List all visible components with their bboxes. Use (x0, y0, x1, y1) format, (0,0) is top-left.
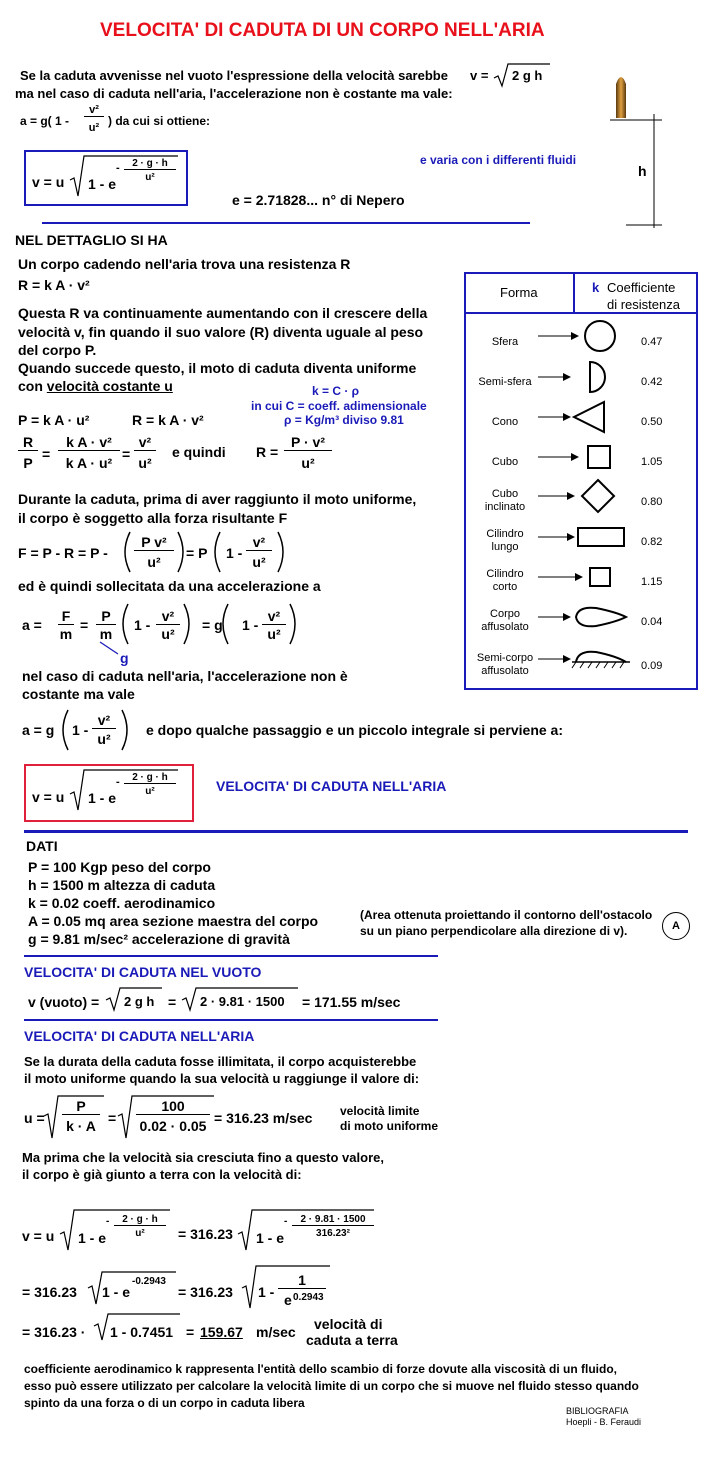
s3-lhs: = 316.23 · (22, 1324, 86, 1340)
footer-l1: coefficiente aerodinamico k rappresenta l'entità dello scambio di forze dovute alla viscosità di un fluido, (24, 1362, 617, 1376)
table-row-k-value: 0.42 (641, 376, 663, 388)
u-num2: 100 (136, 1098, 210, 1115)
p-equation: P = k A · u² (18, 412, 90, 428)
k-equation: k = C · ρ (312, 384, 360, 398)
v-exp-num: 2 · g · h (114, 1214, 166, 1226)
s2-inner: 1 - e (102, 1284, 131, 1300)
f-equation: F = P - R = P - (18, 545, 108, 561)
a-vn2: v² (262, 608, 286, 625)
eq-sign: = (122, 446, 131, 462)
dettaglio-p3b: il corpo è soggetto alla forza risultante F (18, 510, 288, 526)
table-row-shape-name: Semi-corpo affusolato (476, 652, 534, 677)
v-vacuum-rad: 2 g h (512, 68, 543, 83)
f-num: P v² (134, 534, 174, 551)
cube-icon (588, 446, 610, 468)
v-vacuum-lhs: v = (470, 68, 489, 83)
table-col-resistenza: di resistenza (607, 297, 680, 312)
a-eq: = (80, 617, 89, 633)
a2-den: u² (97, 731, 111, 747)
dettaglio-p3a: Durante la caduta, prima di aver raggiunto il moto uniforme, (18, 491, 417, 507)
dettaglio-p2a: Questa R va continuamente aumentando con il crescere della (18, 305, 428, 321)
euler-note: e = 2.71828... n° di Nepero (232, 192, 405, 208)
divider (24, 1019, 438, 1021)
main-formula-inner: 1 - e (88, 176, 117, 192)
table-row-k-value: 0.47 (641, 336, 663, 348)
rp-eq: = (42, 446, 51, 462)
a-pd: m (99, 626, 113, 642)
vuoto-heading: VELOCITA' DI CADUTA NEL VUOTO (24, 964, 262, 980)
v-exp-den2: 316.23² (316, 1228, 350, 1239)
table-row-k-value: 0.09 (641, 660, 663, 672)
a-in: 1 - (134, 617, 151, 633)
s3-result: 159.67 (200, 1324, 243, 1340)
final-label: VELOCITA' DI CADUTA NELL'ARIA (216, 778, 447, 794)
f-num2: v² (246, 534, 272, 551)
table-row-shape-name: Cilindro lungo (486, 528, 524, 553)
table-row-shape-name: Sfera (491, 336, 519, 348)
main-formula-exp-den: u² (145, 172, 155, 183)
v-inner2: 1 - e (256, 1230, 285, 1246)
dettaglio-p2d: Quando succede questo, il moto di caduta diventa uniforme (18, 360, 417, 376)
f-eq2: = P (186, 545, 208, 561)
f-den: u² (147, 554, 161, 570)
area-circle: A (662, 912, 690, 940)
area-note2: su un piano perpendicolare alla direzione di v). (360, 924, 628, 938)
hemisphere-icon (590, 362, 605, 392)
r-equation: R = k A · v² (18, 277, 90, 293)
u-eq: = (108, 1110, 117, 1126)
dati-heading: DATI (26, 838, 58, 854)
dettaglio-p2e-u: velocità costante u (46, 378, 173, 394)
s2-lhs: = 316.23 (22, 1284, 77, 1300)
dettaglio-p1: Un corpo cadendo nell'aria trova una resistenza R (18, 256, 351, 272)
final-formula-exp-minus: - (116, 776, 120, 788)
a-fd: m (59, 626, 73, 642)
v-exp-den: u² (135, 1228, 145, 1239)
a-fn: F (58, 608, 74, 625)
dati-l2: h = 1500 m altezza di caduta (28, 877, 216, 893)
vuoto-lhs: v (vuoto) = (28, 994, 100, 1010)
aria-p1b: il moto uniforme quando la sua velocità u raggiunge il valore di: (24, 1071, 420, 1086)
kav-num: k A · v² (58, 434, 120, 451)
s3-inner: 1 - 0.7451 (110, 1324, 174, 1340)
r-equation-2: R = k A · v² (132, 412, 204, 428)
s2-den-exp: 0.2943 (293, 1292, 324, 1303)
f-den2: u² (252, 554, 266, 570)
dettaglio-p2c: del corpo P. (18, 342, 97, 358)
accel-num: v² (84, 104, 104, 117)
vu-num: v² (134, 434, 156, 451)
vuoto-rad1: 2 g h (124, 994, 155, 1009)
dettaglio-p6: e dopo qualche passaggio e un piccolo integrale si perviene a: (146, 722, 563, 738)
height-label: h (638, 163, 647, 179)
v-exp-num2: 2 · 9.81 · 1500 (292, 1214, 374, 1226)
pv-den: u² (301, 455, 315, 471)
a2-in: 1 - (72, 722, 89, 738)
table-col-coeff: Coefficiente (607, 280, 676, 295)
v-eq: = 316.23 (178, 1226, 233, 1242)
s2-exp: -0.2943 (132, 1276, 166, 1287)
accel-suffix: ) da cui si ottiene: (108, 114, 211, 128)
dati-l5: g = 9.81 m/sec² accelerazione di gravità (28, 931, 290, 947)
a2-num: v² (92, 712, 116, 729)
main-formula-lhs: v = u (32, 174, 65, 190)
half-streamlined-icon (572, 652, 630, 668)
dettaglio-p5a: nel caso di caduta nell'aria, l'accelerazione non è (22, 668, 348, 684)
area-note1: (Area ottenuta proiettando il contorno dell'ostacolo (360, 908, 653, 922)
a-lhs: a = (22, 617, 42, 633)
height-marker-icon (596, 110, 666, 230)
main-formula-exp-num: 2 · g · h (124, 158, 176, 170)
e-quindi: e quindi (172, 444, 226, 460)
short-cylinder-icon (590, 568, 610, 586)
table-row-k-value: 1.15 (641, 576, 663, 588)
vu-den: u² (138, 455, 152, 471)
u-note1: velocità limite (340, 1104, 420, 1118)
a-ud2: u² (267, 626, 281, 642)
intro-line2: ma nel caso di caduta nell'aria, l'accelerazione non è costante ma vale: (15, 86, 453, 101)
a-in2: 1 - (242, 617, 259, 633)
a2-lhs: a = g (22, 722, 55, 738)
aria-p2a: Ma prima che la velocità sia cresciuta fino a questo valore, (22, 1150, 384, 1165)
rp-num: R (18, 434, 38, 451)
dati-l4: A = 0.05 mq area sezione maestra del corpo (28, 913, 319, 929)
rp-den: P (23, 455, 33, 471)
footer-l3: spinto da una forza o di un corpo in caduta libera (24, 1396, 305, 1410)
table-row-k-value: 0.80 (641, 496, 663, 508)
k-note2: ρ = Kg/m³ diviso 9.81 (284, 413, 404, 427)
table-row-shape-name: Corpo affusolato (481, 608, 529, 633)
dettaglio-p2b: velocità v, fin quando il suo valore (R) diventa uguale al peso (18, 324, 424, 340)
shapes-svg (466, 314, 694, 684)
intro-line1: Se la caduta avvenisse nel vuoto l'espressione della velocità sarebbe (20, 68, 448, 83)
dettaglio-p2e-pre: con (18, 378, 47, 394)
biblio1: BIBLIOGRAFIA (566, 1406, 629, 1416)
long-cylinder-icon (578, 528, 624, 546)
v-inner: 1 - e (78, 1230, 107, 1246)
dettaglio-p5b: costante ma vale (22, 686, 135, 702)
a-ud: u² (161, 626, 175, 642)
aria-p2b: il corpo è già giunto a terra con la velocità di: (22, 1167, 302, 1182)
table-row-shape-name: Cono (491, 416, 519, 428)
g-label: g (120, 650, 129, 666)
table-row-shape-name: Semi-sfera (478, 376, 532, 388)
final-formula-inner: 1 - e (88, 790, 117, 806)
tilted-cube-icon (582, 480, 614, 512)
streamlined-body-icon (576, 608, 626, 627)
f-in: 1 - (226, 545, 243, 561)
sphere-icon (585, 321, 615, 351)
v-lhs: v = u (22, 1228, 55, 1244)
s3-note2: caduta a terra (306, 1332, 398, 1348)
s3-note1: velocità di (314, 1316, 383, 1332)
accel-den: u² (88, 122, 100, 134)
final-formula-exp-den: u² (145, 786, 155, 797)
vuoto-result: = 171.55 m/sec (302, 994, 401, 1010)
u-den: k · A (66, 1118, 96, 1134)
k-note1: in cui C = coeff. adimensionale (251, 399, 427, 413)
s2-den: e (284, 1292, 292, 1308)
cone-icon (574, 402, 604, 432)
a-vn: v² (156, 608, 180, 625)
table-row-shape-name: Cilindro corto (486, 568, 524, 593)
vuoto-eq: = (168, 994, 177, 1010)
table-row-k-value: 0.04 (641, 616, 663, 628)
main-formula-exp-minus: - (116, 162, 120, 174)
s3-unit: m/sec (256, 1324, 296, 1340)
s3-eq: = (186, 1324, 195, 1340)
s2-eq: = 316.23 (178, 1284, 233, 1300)
dati-l1: P = 100 Kgp peso del corpo (28, 859, 211, 875)
final-formula-lhs: v = u (32, 789, 65, 805)
table-col-forma: Forma (500, 285, 538, 300)
pv-num: P · v² (284, 434, 332, 451)
a-pn: P (96, 608, 116, 625)
u-note2: di moto uniforme (340, 1119, 438, 1133)
s2-num: 1 (278, 1272, 326, 1289)
aria-p1a: Se la durata della caduta fosse illimitata, il corpo acquisterebbe (24, 1054, 417, 1069)
divider (24, 830, 688, 833)
footer-l2: esso può essere utilizzato per calcolare la velocità limite di un corpo che si muove nel fluido stesso quando (24, 1379, 639, 1393)
table-row-k-value: 0.50 (641, 416, 663, 428)
varia-note: e varia con i differenti fluidi (420, 153, 577, 167)
table-divider (573, 274, 575, 312)
u-num: P (62, 1098, 100, 1115)
dati-l3: k = 0.02 coeff. aerodinamico (28, 895, 216, 911)
accel-prefix: a = g( 1 - (20, 114, 70, 128)
table-col-k: k (592, 280, 600, 295)
s2-inner2: 1 - (258, 1284, 275, 1300)
kau-den: k A · u² (65, 455, 113, 471)
r2-lhs: R = (256, 444, 279, 460)
divider (24, 955, 438, 957)
aria-heading: VELOCITA' DI CADUTA NELL'ARIA (24, 1028, 255, 1044)
u-lhs: u = (24, 1110, 45, 1126)
final-formula-exp-num: 2 · g · h (124, 772, 176, 784)
dettaglio-p4: ed è quindi sollecitata da una accelerazione a (18, 578, 321, 594)
table-row-k-value: 0.82 (641, 536, 663, 548)
page-title: VELOCITA' DI CADUTA DI UN CORPO NELL'ARIA (100, 20, 545, 41)
table-row-shape-name: Cubo (491, 456, 519, 468)
u-result: = 316.23 m/sec (214, 1110, 313, 1126)
dettaglio-heading: NEL DETTAGLIO SI HA (15, 232, 168, 248)
table-row-k-value: 1.05 (641, 456, 663, 468)
vuoto-rad2: 2 · 9.81 · 1500 (200, 994, 285, 1009)
u-den2: 0.02 · 0.05 (139, 1118, 207, 1134)
biblio2: Hoepli - B. Feraudi (566, 1417, 642, 1427)
table-row-shape-name: Cubo inclinato (484, 488, 526, 513)
divider (42, 222, 530, 224)
a-eqg: = g (202, 617, 223, 633)
